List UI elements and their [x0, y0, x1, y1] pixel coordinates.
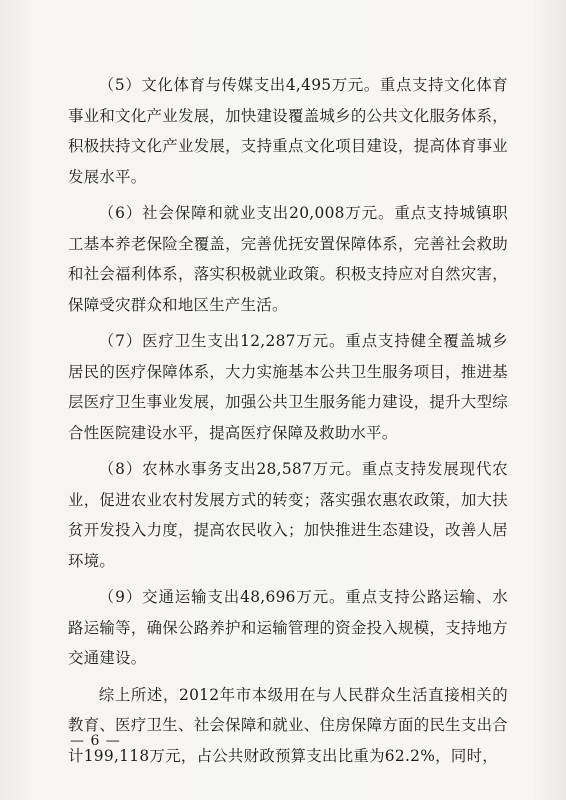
paragraph-agriculture: （8）农林水事务支出28,587万元。重点支持发展现代农业，促进农业农村发展方式的转变；落实强农惠农政策，加大扶贫开发投入力度，提高农民收入；加快推进生态建设，改善人居环境。	[68, 460, 508, 570]
paragraph-healthcare: （7）医疗卫生支出12,287万元。重点支持健全覆盖城乡居民的医疗保障体系，大力实施基本公共卫生服务项目，推进基层医疗卫生事业发展，加强公共卫生服务能力建设，提升大型综合性医院建设水平，提高医疗保障及救助水平。	[68, 332, 508, 442]
paragraph-transportation: （9）交通运输支出48,696万元。重点支持公路运输、水路运输等，确保公路养护和运输管理的资金投入规模，支持地方交通建设。	[68, 588, 508, 667]
paragraph-culture-sports-media: （5）文化体育与传媒支出4,495万元。重点支持文化体育事业和文化产业发展，加快建设覆盖城乡的公共文化服务体系，积极扶持文化产业发展，支持重点文化项目建设，提高体育事业发展水平。	[68, 76, 508, 186]
page-number: — 6 —	[70, 733, 121, 749]
body-text	[68, 70, 508, 771]
paragraph-social-security: （6）社会保障和就业支出20,008万元。重点支持城镇职工基本养老保险全覆盖，完善优抚安置保障体系，完善社会救助和社会福利体系，落实积极就业政策。积极支持应对自然灾害，保障受灾群众和地区生产生活。	[68, 204, 508, 314]
paragraph-summary: 综上所述，2012年市本级用在与人民群众生活直接相关的教育、医疗卫生、社会保障和就业、住房保障方面的民生支出合计199,118万元，占公共财政预算支出比重为62.2%，同时，	[68, 685, 508, 765]
